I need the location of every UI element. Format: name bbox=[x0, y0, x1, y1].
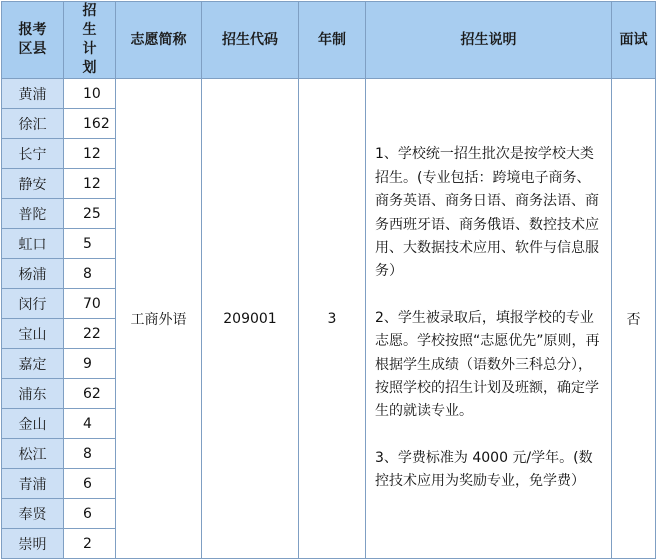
district-cell: 普陀 bbox=[2, 199, 64, 229]
quota-cell: 25 bbox=[64, 199, 116, 229]
district-cell: 浦东 bbox=[2, 379, 64, 409]
district-cell: 嘉定 bbox=[2, 349, 64, 379]
interview-cell: 否 bbox=[612, 79, 656, 559]
program-code-cell: 209001 bbox=[202, 79, 299, 559]
quota-cell: 22 bbox=[64, 319, 116, 349]
district-cell: 青浦 bbox=[2, 469, 64, 499]
quota-cell: 8 bbox=[64, 439, 116, 469]
quota-cell: 8 bbox=[64, 259, 116, 289]
header-row bbox=[2, 2, 656, 79]
school-name-cell: 工商外语 bbox=[116, 79, 202, 559]
paragraph-gap bbox=[375, 284, 601, 307]
header-years: 年制 bbox=[299, 2, 366, 79]
note-paragraph: 1、学校统一招生批次是按学校大类招生。(专业包括：跨境电子商务、商务英语、商务日语、商务法语、商务西班牙语、商务俄语、数控技术应用、大数据技术应用、软件与信息服务） bbox=[375, 146, 599, 280]
district-cell: 静安 bbox=[2, 169, 64, 199]
header-notes: 招生说明 bbox=[366, 2, 612, 79]
district-cell: 杨浦 bbox=[2, 259, 64, 289]
note-paragraph: 2、学生被录取后，填报学校的专业志愿。学校按照“志愿优先”原则，再根据学生成绩（语数外三科总分），按照学校的招生计划及班额，确定学生的就读专业。 bbox=[375, 309, 600, 420]
table-row bbox=[2, 79, 656, 109]
district-cell: 徐汇 bbox=[2, 109, 64, 139]
district-cell: 金山 bbox=[2, 409, 64, 439]
district-cell: 闵行 bbox=[2, 289, 64, 319]
quota-cell: 70 bbox=[64, 289, 116, 319]
admissions-table bbox=[1, 1, 656, 559]
district-cell: 黄浦 bbox=[2, 79, 64, 109]
district-cell: 长宁 bbox=[2, 139, 64, 169]
district-cell: 崇明 bbox=[2, 529, 64, 559]
quota-cell: 12 bbox=[64, 169, 116, 199]
header-code: 招生代码 bbox=[202, 2, 299, 79]
quota-cell: 5 bbox=[64, 229, 116, 259]
quota-cell: 6 bbox=[64, 499, 116, 529]
paragraph-gap bbox=[375, 424, 601, 447]
header-interview: 面试 bbox=[612, 2, 656, 79]
quota-cell: 6 bbox=[64, 469, 116, 499]
quota-cell: 2 bbox=[64, 529, 116, 559]
district-cell: 虹口 bbox=[2, 229, 64, 259]
district-cell: 奉贤 bbox=[2, 499, 64, 529]
note-paragraph: 3、学费标准为 4000 元/学年。(数控技术应用为奖励专业，免学费） bbox=[375, 449, 593, 490]
quota-cell: 4 bbox=[64, 409, 116, 439]
district-cell: 松江 bbox=[2, 439, 64, 469]
quota-cell: 162 bbox=[64, 109, 116, 139]
quota-cell: 9 bbox=[64, 349, 116, 379]
header-school: 志愿简称 bbox=[116, 2, 202, 79]
years-cell: 3 bbox=[299, 79, 366, 559]
quota-cell: 62 bbox=[64, 379, 116, 409]
district-cell: 宝山 bbox=[2, 319, 64, 349]
notes-cell bbox=[366, 79, 612, 559]
header-quota: 招生计划 bbox=[64, 2, 116, 79]
header-district: 报考区县 bbox=[2, 2, 64, 79]
quota-cell: 10 bbox=[64, 79, 116, 109]
quota-cell: 12 bbox=[64, 139, 116, 169]
